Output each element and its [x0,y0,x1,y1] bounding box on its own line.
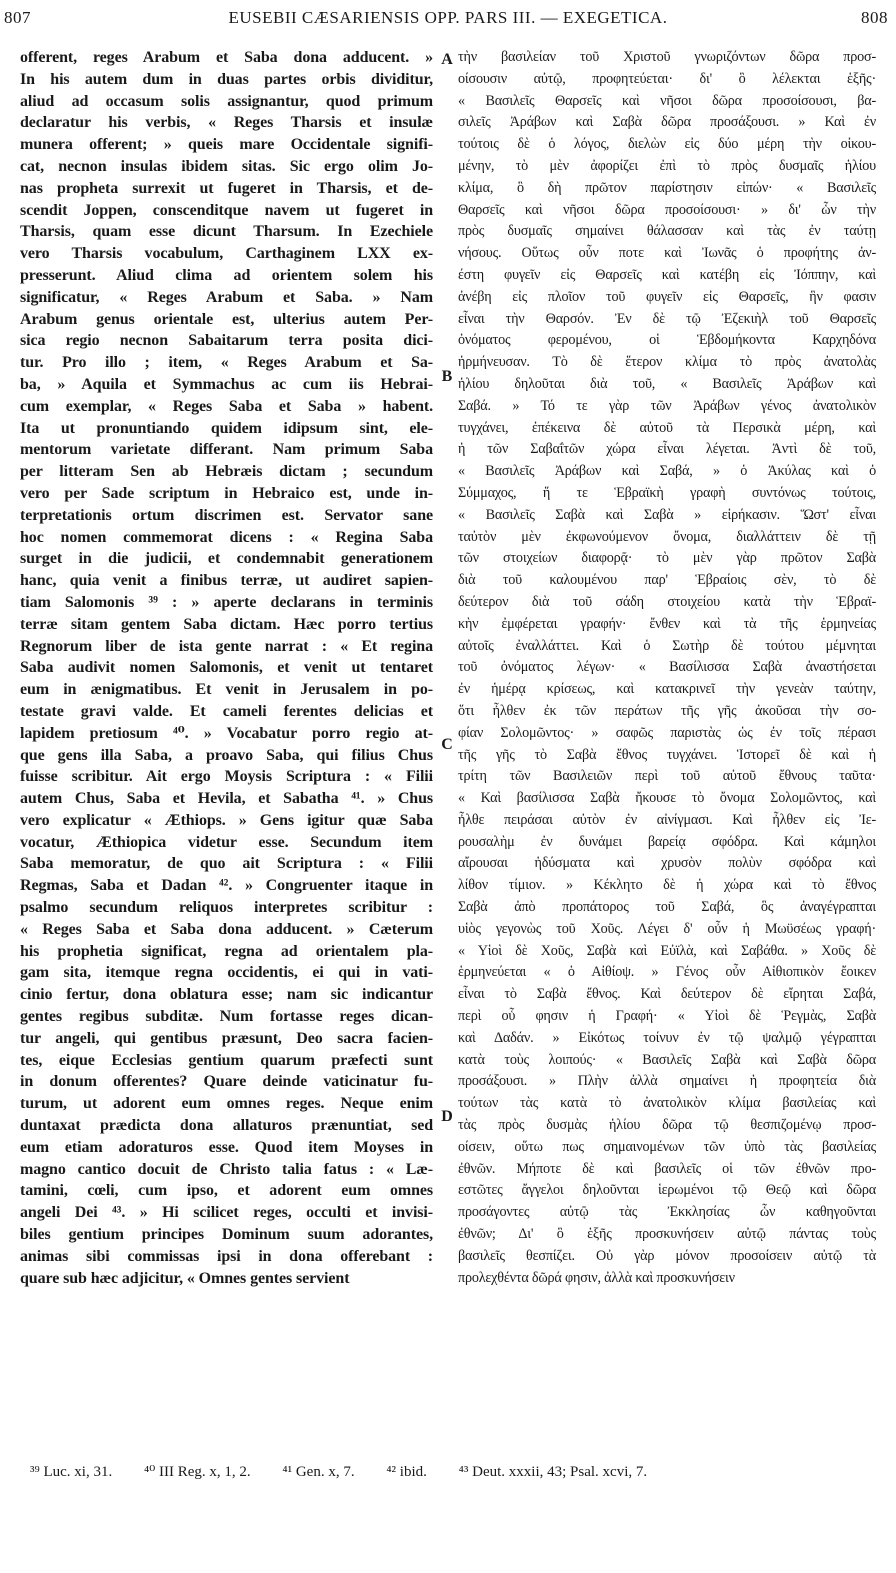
greek-text-line: οίσουσιν αὐτῷ, προφητεύεται· δι' ὃ λέλεκται ἑξῆς· [458,70,876,87]
greek-text-line: προσάξουσι. » Πλὴν ἀλλὰ σημαίνει ἡ προφητεία διὰ [458,1073,876,1090]
greek-text-line: « Βασιλεῖς Σαβὰ καὶ Σαβὰ » εἰρήκασιν. Ὥστ' εἶναι [458,506,876,523]
greek-text-line: ἦλθε πειράσαι αὐτὸν ἐν αἰνίγμασι. Καὶ ἦλθεν εἰς Ἰε- [458,811,876,828]
greek-text-line: τῆς γῆς τὸ Σαβὰ ἔθνος τυγχάνει. Ἱστορεῖ δὲ καὶ ἡ [458,746,876,763]
greek-text-line: προσάγοντες αὐτῷ τὰς Ἐκκλησίας ὧν καθηγοῦνται [458,1204,876,1221]
greek-text-line: διὰ τοῦ καλουμένου παρ' Ἑβραίοις σὲν, τὸ δὲ [458,572,876,589]
greek-text-line: φίαν Σολομῶντος· » σαφῶς παριστὰς ὡς ἐν τοῖς πέρασι [458,724,876,741]
latin-text-line: per litteram Sen ab Hebræis dictam ; secundum [20,463,433,481]
page-header [0,6,896,36]
latin-text-line: surget in die judicii, et condemnabit generationem [20,550,433,568]
latin-text-line: tur angeli, qui gentibus præsunt, Deo sacra facien- [20,1029,433,1047]
latin-text-line: tamini, cœli, cum ipso, et adorent eum omnes [20,1182,433,1200]
latin-text-line: quare sub hæc adjicitur, « Omnes gentes servient [20,1269,350,1287]
latin-text-line: munera offerent; » queis mare Occidentale signifi- [20,136,433,154]
greek-text-line: « Βασιλεῖς Θαρσεῖς καὶ νῆσοι δῶρα προσοίσουσι, βα- [458,92,876,109]
latin-text-line: cum exemplar, « Reges Saba et Saba » habent. [20,397,433,415]
latin-text-line: vero Tharsis vocabulum, Carthaginem LXX ex- [20,245,433,263]
margin-marker-d: D [441,1108,453,1125]
greek-text-line: ἐθνῶν; Δι' ὃ ἑξῆς προσκυνήσειν αὐτῷ πάντας τοὺς [458,1226,876,1243]
latin-text-line: ba, » Aquila et Symmachus ac cum iis Hebrai- [20,375,433,393]
latin-text-line: sica regio necnon Sabaitarum terra posita dici- [20,332,433,350]
latin-text-line: eum etiam adoraturos esse. Quod item Moyses in [20,1138,433,1156]
greek-text-line: τυγχάνει, ἐπέκεινα δὲ αὐτοῦ τὰ Περσικὰ μέρη, καὶ [458,419,876,436]
greek-text-line: περὶ οὗ φησιν ἡ Γραφή· « Υἱοὶ δὲ Ῥεγμὰς, Σαβὰ [458,1008,876,1025]
latin-text-line: Ita ut pronuntiando quidem idipsum sint, ele- [20,419,433,437]
latin-text-line: terræ sitam gentem Saba dictam. Hæc porro tertius [20,615,433,633]
greek-text-line: ὅτι ἦλθεν ἐκ τῶν περάτων τῆς γῆς ἀκοῦσαι τὴν σο- [458,702,876,719]
greek-text-line: κὴν ἐμφέρεται γραφήν· ἔνθεν καὶ τὰ τῆς ἑρμηνείας [458,615,876,632]
margin-marker-b: B [441,368,453,385]
latin-text-line: testate gravi valde. Et cameli ferentes delicias et [20,702,433,720]
latin-text-line: turum, ut adorent eum omnes reges. Neque enim [20,1095,433,1113]
greek-text-line: τὴν βασιλείαν τοῦ Χριστοῦ γνωριζόντων δῶρα προσ- [458,49,876,65]
margin-marker-a: A [441,51,453,68]
greek-text-line: Σαβὰ ἀπὸ προπάτορος τοῦ Σαβά, ὃς ἀναγέγραπται [458,899,876,916]
latin-text-line: Saba memoratur, de quo ait Scriptura : « Filii [20,855,433,873]
latin-text-line: vocatur, Æthiopica videtur esse. Secundum item [20,833,433,851]
latin-text-line: duntaxat prædicta dona allaturos prænuntiat, sed [20,1117,433,1135]
greek-text-line: « Καὶ βασίλισσα Σαβὰ ἤκουσε τὸ ὄνομα Σολομῶντος, καὶ [458,790,876,807]
greek-text-line: οίσειν, οὕτω πως σημαινομένων τῶν ὑπὸ τὰς βασιλείας [458,1138,876,1155]
latin-text-line: aliud ad occasum solis assignantur, quod primum [20,92,433,110]
footnote-41: ⁴¹ Gen. x, 7. [282,1464,355,1480]
greek-text-line: ἐθνῶν. Μήποτε δὲ καὶ βασιλεῖς οἱ τῶν ἐθνῶν προ- [458,1160,876,1177]
greek-text-line: τούτοις δὲ ὁ λόγος, διελὼν εἰς δύο μέρη τὴν οἰκου- [458,136,876,153]
latin-text-line: cat, necnon insulas ibidem sitas. Sic ergo olim Jo- [20,157,433,175]
latin-text-line: terpretationis ortum discrimen est. Servator sane [20,506,433,524]
greek-text-line: Σαβά. » Τό τε γὰρ τῶν Ἀράβων γένος ἀνατολικὸν [458,397,876,414]
right-page-number: 808 [861,8,888,27]
greek-text-line: αὐτοῖς ἐναλλάττει. Καὶ ὁ Σωτὴρ δὲ τούτου μέμνηται [458,637,876,654]
running-title: EUSEBII CÆSARIENSIS OPP. PARS III. — EXEGETICA. [228,8,668,27]
greek-text-line: λίθον τίμιον. » Κέκλητο δὲ ἡ χώρα καὶ τὸ ἔθνος [458,877,876,894]
latin-text-line: autem Chus, Saba et Hevila, et Sabatha ⁴¹. » Chus [20,790,433,808]
greek-text-line: προλεχθέντα δῶρά φησιν, ἀλλὰ καὶ προσκυνήσειν [458,1269,735,1286]
greek-text-line: εστῶτες ἄγγελοι δηλοῦνται ἱερωμένοι τῷ Θεῷ καὶ δῶρα [458,1182,876,1199]
greek-text-line: τὰς πρὸς δυσμὰς ἡλίου δῶρα τῷ θεσπιζομένῳ προσ- [458,1117,876,1134]
greek-text-line: « Υἱοὶ δὲ Χοῦς, Σαβὰ καὶ Εὐϊλὰ, καὶ Σαβάθα. » Χοῦς δὲ [458,942,876,959]
greek-text-line: αἴρουσαι ἡδύσματα καὶ χρυσὸν πολὺν σφόδρα καὶ [458,855,876,872]
latin-text-line: nas propheta surrexit ut fugeret in Tharsis, et de- [20,179,433,197]
latin-text-line: Regmas, Saba et Dadan ⁴². » Congruenter itaque in [20,877,433,895]
latin-text-line: offerent, reges Arabum et Saba dona adducent. » [20,49,433,66]
latin-text-line: Regnorum liber de ista gente narrat : « Et regina [20,637,433,655]
latin-text-line: scendit Joppen, conscenditque navem ut fugeret in [20,201,433,219]
latin-text-line: magno cantico docuit de Christo talia fatus : « Læ- [20,1160,433,1178]
footnote-40: ⁴⁰ III Reg. x, 1, 2. [143,1464,251,1480]
greek-text-line: ρουσαλὴμ ἐν δυνάμει βαρείᾳ σφόδρα. Καὶ κάμηλοι [458,833,876,850]
greek-text-line: ἀνέβη εἰς πλοῖον τοῦ φυγεῖν εἰς Θαρσεῖς, ἣν φασιν [458,288,876,305]
greek-text-line: νήσους. Οὕτως οὖν ποτε καὶ Ἰωνᾶς ὁ προφήτης ἀν- [458,245,876,262]
greek-text-line: τούτων τὰς κατὰ τὸ ἀνατολικὸν κλίμα βασιλείας καὶ [458,1095,876,1112]
latin-text-line: significatur, « Reges Arabum et Saba. » Nam [20,288,433,306]
latin-text-line: eum in ænigmatibus. Et venit in Jerusalem in po- [20,681,433,699]
latin-text-line: tiam Salomonis ³⁹ : » aperte declarans in terminis [20,593,433,611]
latin-text-line: Saba audivit nomen Salomonis, et venit ut tentaret [20,659,433,677]
greek-text-line: δεύτερον διὰ τοῦ σάδη στοιχείου κατὰ τὴν Ἑβραϊ- [458,593,876,610]
greek-text-line: « Βασιλεῖς Ἀράβων καὶ Σαβά, » ὁ Ἀκύλας καὶ ὁ [458,463,876,480]
greek-text-line: ἐν ἡμέρᾳ κρίσεως, καὶ κατακρινεῖ τὴν γενεὰν ταύτην, [458,681,876,698]
greek-text-line: ἡλίου δηλοῦται διὰ τοῦ, « Βασιλεῖς Ἀράβων καὶ [458,375,876,392]
greek-text-line: έστη φυγεῖν εἰς Θαρσεῖς καὶ κατέβη εἰς Ἰόππην, καὶ [458,266,876,283]
footnote-42: ⁴² ibid. [386,1464,427,1480]
latin-text-line: angeli Dei ⁴³. » Hi scilicet reges, occulti et invisi- [20,1204,433,1222]
margin-marker-c: C [441,736,453,753]
footnote-43: ⁴³ Deut. xxxii, 43; Psal. xcvi, 7. [458,1464,648,1480]
greek-text-line: Σύμμαχος, ἥ τε Ἑβραϊκὴ γραφὴ συντόνως τούτοις, [458,484,876,501]
greek-text-line: εἶναι τὴν Θαρσόν. Ἐν δὲ τῷ Ἐζεκιὴλ τοῦ Θαρσεῖς [458,310,876,327]
latin-text-line: animas sibi commissas ipsi in dona offerebant : [20,1247,433,1265]
latin-text-line: gam sita, itemque regna occidentis, ei qui in vati- [20,964,433,982]
latin-text-line: lapidem pretiosum ⁴⁰. » Vocabatur porro regio at- [20,724,433,742]
latin-column [20,47,433,1442]
left-page-number: 807 [4,8,31,27]
greek-text-line: κατὰ τοὺς λοιπούς· « Βασιλεῖς Σαβὰ καὶ Σαβὰ δῶρα [458,1051,876,1068]
greek-text-line: πρὸς δυσμαῖς σημαίνει θάλασσαν καὶ τὰς ἐν ταύτῃ [458,223,876,240]
latin-text-line: in donum offerentes? Quare deinde vaticinatur fu- [20,1073,433,1091]
latin-text-line: « Reges Saba et Saba dona adducent. » Cæterum [20,920,433,938]
latin-text-line: Tharsis, quam esse dicunt Tharsum. In Ezechiele [20,223,433,241]
latin-text-line: his prophetia significat, regna ad orientalem pla- [20,942,433,960]
greek-text-line: μένην, τὸ μὲν ἀφορίζει ἐπὶ τὸ πρὸς δυσμαῖς ἡλίου [458,157,876,174]
latin-text-line: cinio fertur, dona oblatura esse; nam sic indicantur [20,986,433,1004]
greek-text-line: τρίτη τῶν Βασιλειῶν περὶ τοῦ αὐτοῦ ἔθνους ταῦτα· [458,768,876,785]
latin-text-line: Arabum genus orientale est, ulterius autem Per- [20,310,433,328]
greek-text-line: υἱὸς γεγονὼς τοῦ Χοῦς. Λέγει δ' οὖν ἡ Μωϋσέως γραφή· [458,920,876,937]
latin-text-line: que gens illa Saba, a proavo Saba, qui filius Chus [20,746,433,764]
latin-text-line: tes, eique Ecclesias gentium quarum præfecti sunt [20,1051,433,1069]
latin-text-line: biles gentium principes Dominum suum adorantes, [20,1226,433,1244]
latin-text-line: tur. Pro illo ; item, « Reges Arabum et Sa- [20,354,433,372]
latin-text-line: psalmo secundum reliquos interpretes scribitur : [20,899,433,917]
latin-text-line: In his autem dum in duas partes orbis dividitur, [20,70,433,88]
greek-text-line: βασιλεῖς θεσπίζει. Οὐ γὰρ μόνον προσοίσειν αὐτῷ τὰ [458,1247,876,1264]
latin-text-line: hoc nomen commemorat dicens : « Regina Saba [20,528,433,546]
latin-text-line: mentorum varietate differant. Nam primum Saba [20,441,433,459]
greek-text-line: Θαρσεῖς καὶ νῆσοι δῶρα προσοίσουσι· » δι' ὧν τὴν [458,201,876,218]
footnotes [30,1462,870,1481]
latin-text-line: vero per Sade scriptum in Hebraico est, unde in- [20,484,433,502]
latin-text-line: fuisse scribitur. Ait ergo Moysis Scriptura : « Filii [20,768,433,786]
greek-text-line: ταὐτὸν μὲν ἐκφωνούμενον ὄνομα, διαλλάττειν δὲ τῇ [458,528,876,545]
greek-text-line: σιλεῖς Ἀράβων καὶ Σαβὰ δῶρα προσάξουσι. » Καὶ ἐν [458,114,876,131]
greek-text-line: ἡ τῶν Σαβαΐτῶν χώρα εἶναι λέγεται. Ἀντὶ δὲ τοῦ, [458,441,876,458]
greek-column [458,47,876,1442]
latin-text-line: vero explicatur « Æthiops. » Gens igitur quæ Saba [20,811,433,829]
latin-text-line: hanc, quia venit a finibus terræ, ut audiret sapien- [20,572,433,590]
latin-text-line: declaratur his verbis, « Reges Tharsis et insulæ [20,114,433,132]
greek-text-line: καὶ Δαδάν. » Εἰκότως τοίνυν ἐν τῷ ψαλμῷ γέγραπται [458,1029,876,1046]
greek-text-line: τοῦ ὀνόματος λέγων· « Βασίλισσα Σαβὰ ἀναστήσεται [458,659,876,676]
greek-text-line: τῶν στοιχείων διαφορᾷ· τὸ μὲν γὰρ πρῶτον Σαβὰ [458,550,876,567]
greek-text-line: ἑρμηνεύεται « ὁ Αἰθίοψ. » Γένος οὖν Αἰθιοπικὸν ἔοικεν [458,964,876,981]
footnote-39: ³⁹ Luc. xi, 31. [30,1464,113,1480]
greek-text-line: ὀνόματος φερομένου, οἱ Ἑβδομήκοντα Καρχηδόνα [458,332,876,349]
greek-text-line: κλίμα, ὃ δὴ πρῶτον παρίστησιν εἰπών· « Βασιλεῖς [458,179,876,196]
latin-text-line: gentes regibus subditæ. Num fortasse reges dican- [20,1008,433,1026]
greek-text-line: εἶναι τὸ Σαβὰ ἔθνος. Καὶ δεύτερον δὲ εἴρηται Σαβά, [458,986,876,1003]
latin-text-line: presserunt. Aliud clima ad orientem solem his [20,266,433,284]
greek-text-line: ἡρμήνευσαν. Τὸ δὲ ἕτερον κλίμα τὸ πρὸς ἀνατολὰς [458,354,876,371]
